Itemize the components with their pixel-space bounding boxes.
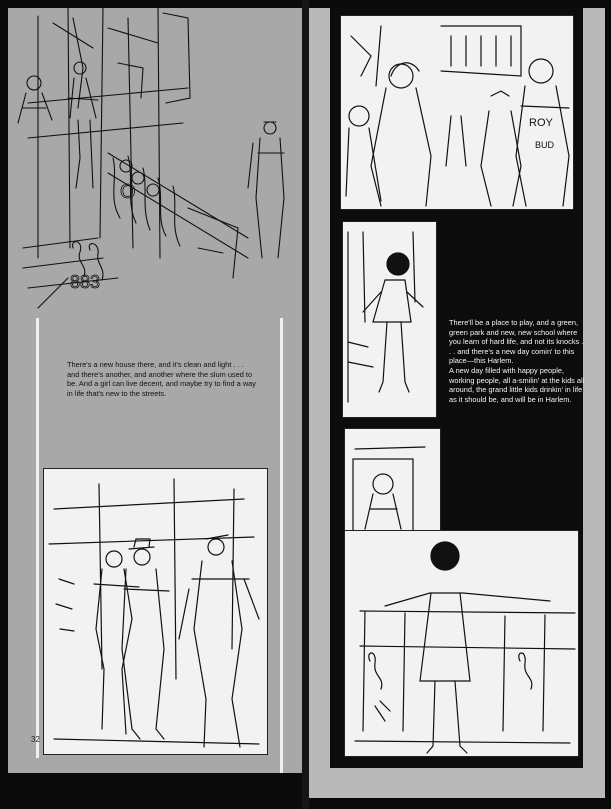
right-page-caption: There'll be a place to play, and a green, green park and new, new school where you learn of hard life, and not its knocks . . . and there's a new day comin' to this place—this Harlem. A new day filled with happy people, working people, all a-smilin' at the kids all around, the grand little kids drinkin' in life as it should be, and will be in Harlem.	[449, 318, 585, 404]
jacket-lettering-2: BUD	[535, 140, 555, 150]
vertical-rule-right	[280, 318, 283, 773]
graffiti-number: 883	[70, 272, 101, 292]
graffiti-letter: O	[120, 181, 136, 203]
street-scene-sketch	[8, 8, 302, 318]
street-crowd-sketch	[340, 15, 574, 210]
page-number: 32	[31, 735, 40, 744]
page-gutter	[302, 0, 309, 809]
jacket-lettering-1: ROY	[529, 117, 553, 129]
girl-arms-out-sketch	[344, 530, 579, 757]
left-page-caption: There's a new house there, and it's clean and light . . . and there's another, and another where the slum used to be. And a girl can live decent, and maybe try to find a way in life that's new to the streets.	[67, 360, 256, 398]
men-talking-sketch	[43, 468, 268, 755]
girl-sketch	[342, 221, 437, 418]
vertical-rule-left	[36, 318, 39, 758]
